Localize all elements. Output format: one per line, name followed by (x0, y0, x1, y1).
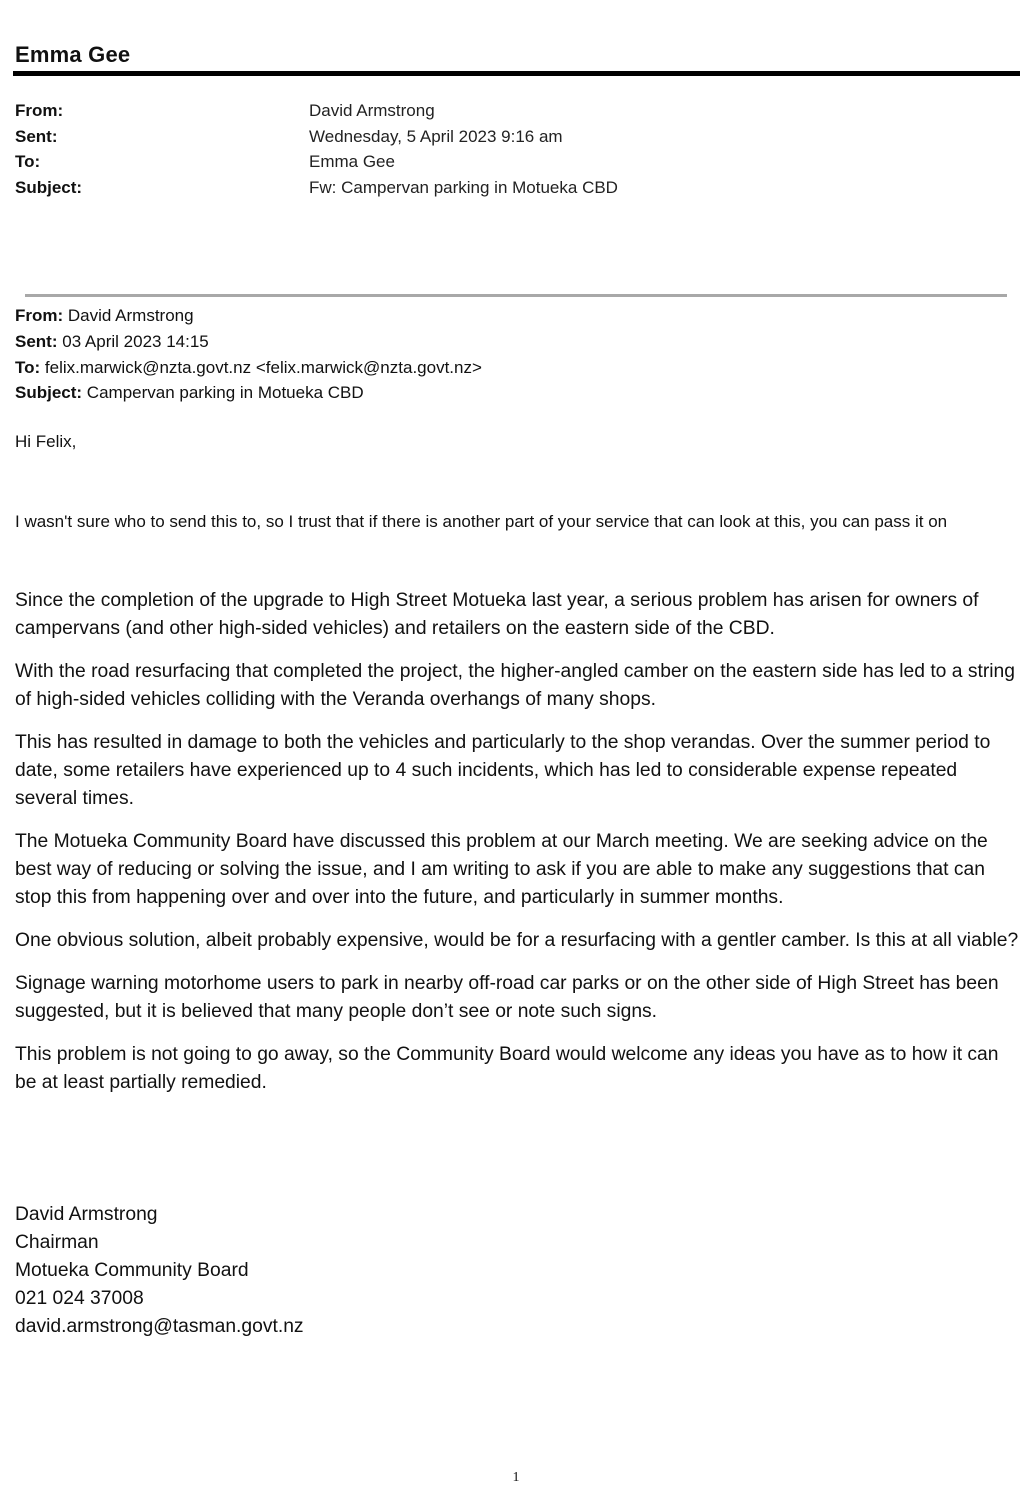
intro-paragraph: I wasn't sure who to send this to, so I trust that if there is another part of your service that can look at this, you can pass it on (15, 512, 948, 531)
forwarded-subject-row (15, 380, 482, 406)
header-subject-label: Subject: (15, 177, 83, 197)
forwarded-header (15, 303, 482, 406)
forwarded-subject-label: Subject: (15, 383, 83, 403)
greeting: Hi Felix, (15, 432, 77, 451)
header-from-label: From: (15, 101, 64, 120)
signature-name: David Armstrong (15, 1204, 158, 1225)
body-paragraph: The Motueka Community Board have discussed this problem at our March meeting. We are seeking advice on the best way of reducing or solving the issue, and I am writing to ask if you are able to make any suggestions that can stop this from happening over and over into the future, and particularly in summer months. (15, 831, 988, 908)
header-sent-row (15, 124, 618, 150)
body-paragraph: Since the completion of the upgrade to High Street Motueka last year, a serious problem has arisen for owners of campervans (and other high-sided vehicles) and retailers on the eastern side of the CBD. (15, 590, 979, 639)
signature-block (15, 1201, 304, 1341)
body-paragraph: This has resulted in damage to both the vehicles and particularly to the shop verandas. Over the summer period to date, some retailers have experienced up to 4 such incidents, which has led to considerable expense repeated several times. (15, 732, 991, 809)
document-title: Emma Gee (15, 42, 131, 67)
forwarded-from-label: From: (15, 306, 64, 325)
forwarded-sent-row (15, 329, 482, 355)
forwarded-subject-value: Campervan parking in Motueka CBD (86, 383, 364, 403)
forwarded-from-value: David Armstrong (67, 306, 194, 325)
body-paragraph: This problem is not going to go away, so the Community Board would welcome any ideas you have as to how it can be at least partially remedied. (15, 1044, 999, 1093)
email-header (15, 98, 618, 200)
header-from-value: David Armstrong (309, 101, 435, 120)
signature-phone: 021 024 37008 (15, 1288, 144, 1309)
header-subject-value: Fw: Campervan parking in Motueka CBD (309, 177, 618, 197)
signature-role: Chairman (15, 1232, 99, 1253)
header-sent-label: Sent: (15, 126, 58, 146)
body-paragraph: One obvious solution, albeit probably expensive, would be for a resurfacing with a gentler camber. Is this at all viable? (15, 930, 1019, 951)
forwarded-to-label: To: (15, 357, 41, 377)
header-to-label: To: (15, 152, 41, 171)
page-number: 1 (512, 1470, 520, 1485)
forwarded-to-row (15, 355, 482, 381)
forwarded-sent-label: Sent: (15, 331, 58, 351)
signature-email: david.armstrong@tasman.govt.nz (15, 1316, 304, 1337)
header-sent-value: Wednesday, 5 April 2023 9:16 am (309, 126, 563, 146)
message-body (15, 587, 1020, 1112)
signature-organisation: Motueka Community Board (15, 1260, 249, 1281)
forwarded-to-value: felix.marwick@nzta.govt.nz <felix.marwick@nzta.govt.nz> (44, 357, 482, 377)
forwarded-divider (25, 294, 1007, 297)
header-subject-row (15, 175, 618, 201)
header-to-row (15, 149, 618, 175)
header-from-row (15, 98, 618, 124)
title-divider (13, 71, 1020, 76)
forwarded-from-row (15, 303, 482, 329)
body-paragraph: With the road resurfacing that completed the project, the higher-angled camber on the eastern side has led to a string of high-sided vehicles colliding with the Veranda overhangs of many shops. (15, 661, 1015, 710)
forwarded-sent-value: 03 April 2023 14:15 (62, 331, 209, 351)
header-to-value: Emma Gee (309, 152, 395, 171)
body-paragraph: Signage warning motorhome users to park in nearby off-road car parks or on the other side of High Street has been suggested, but it is believed that many people don’t see or note such signs. (15, 973, 999, 1022)
